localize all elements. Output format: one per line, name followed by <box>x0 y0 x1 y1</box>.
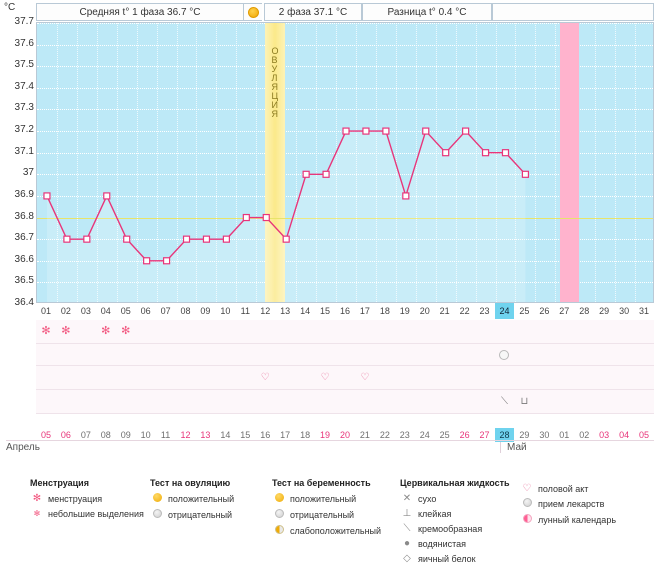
chart-day-number[interactable]: 21 <box>439 306 450 316</box>
chart-day-number[interactable]: 05 <box>120 306 131 316</box>
chart-day-number[interactable]: 25 <box>519 306 530 316</box>
calendar-day[interactable]: 19 <box>320 430 331 440</box>
menstruation-marker[interactable]: ✻ <box>121 325 131 337</box>
intercourse-row[interactable] <box>36 366 654 390</box>
header-spacer <box>492 3 654 21</box>
calendar-day[interactable]: 03 <box>599 430 610 440</box>
calendar-day[interactable]: 25 <box>439 430 450 440</box>
menstruation-marker[interactable]: ✻ <box>101 325 111 337</box>
temperature-chart <box>36 22 654 303</box>
chart-day-number[interactable]: 22 <box>459 306 470 316</box>
calendar-day[interactable]: 14 <box>220 430 231 440</box>
chart-day-number[interactable]: 13 <box>280 306 291 316</box>
watery-icon: ● <box>403 538 411 549</box>
legend-item-label: слабоположительный <box>290 526 382 536</box>
moon-icon <box>520 514 534 526</box>
y-axis-tick-label: 37.3 <box>14 102 34 114</box>
phase1-average-label: Средняя t° 1 фаза 36.7 °C <box>36 3 244 21</box>
legend-item-label: небольшие выделения <box>48 508 144 519</box>
chart-day-number[interactable]: 08 <box>180 306 191 316</box>
legend-column-title: Тест на беременность <box>272 478 371 488</box>
calendar-day[interactable]: 11 <box>160 430 171 440</box>
chart-day-number[interactable]: 06 <box>140 306 151 316</box>
cervical-fluid-marker[interactable]: ⟍ <box>500 396 508 407</box>
dry-icon: ✕ <box>402 493 412 504</box>
legend-item-label: отрицательный <box>168 510 233 520</box>
y-axis-tick-label: 37.7 <box>14 16 34 27</box>
intercourse-marker[interactable]: ♡ <box>320 372 330 383</box>
chart-day-number[interactable]: 29 <box>599 306 610 316</box>
month-label-right: Май <box>500 442 527 453</box>
chart-day-number[interactable]: 12 <box>260 306 271 316</box>
chart-day-number[interactable]: 23 <box>479 306 490 316</box>
calendar-day[interactable]: 24 <box>419 430 430 440</box>
cervical-fluid-marker[interactable]: ⊔ <box>520 396 529 407</box>
legend-column <box>150 478 272 568</box>
legend <box>30 478 645 568</box>
chart-day-number[interactable]: 03 <box>80 306 91 316</box>
legend-item-label: прием лекарств <box>538 499 605 509</box>
legend-item-label: кремообразная <box>418 523 483 534</box>
chart-day-number[interactable]: 20 <box>419 306 430 316</box>
legend-item-label: положительный <box>168 494 235 504</box>
dot-yellow-icon <box>150 493 164 505</box>
calendar-day[interactable]: 23 <box>399 430 410 440</box>
month-label-left: Апрель <box>6 442 40 453</box>
chart-header-bar <box>36 3 654 21</box>
calendar-day[interactable]: 18 <box>300 430 311 440</box>
calendar-day[interactable]: 09 <box>120 430 131 440</box>
sticky-icon: ⊥ <box>402 508 412 519</box>
legend-item <box>520 498 640 510</box>
y-axis-tick-label: 36.9 <box>14 188 34 200</box>
legend-column-title: Тест на овуляцию <box>150 478 231 488</box>
y-axis-tick-label: 36.6 <box>14 253 34 265</box>
chart-day-number[interactable]: 30 <box>619 306 630 316</box>
legend-item <box>520 514 640 526</box>
calendar-day[interactable]: 10 <box>140 430 151 440</box>
chart-day-number[interactable]: 26 <box>539 306 550 316</box>
drop-small-icon: ✻ <box>33 509 41 518</box>
y-axis-tick-label: 37.5 <box>14 59 34 71</box>
calendar-day[interactable]: 15 <box>240 430 251 440</box>
calendar-day[interactable]: 08 <box>100 430 111 440</box>
calendar-day[interactable]: 16 <box>260 430 271 440</box>
legend-item-label: яичный белок <box>418 553 476 564</box>
calendar-day[interactable]: 29 <box>519 430 530 440</box>
legend-item <box>400 493 520 504</box>
calendar-day[interactable]: 30 <box>539 430 550 440</box>
legend-item <box>150 493 272 505</box>
y-axis-tick-label: 37.2 <box>14 124 34 136</box>
legend-column-title: Цервикальная жидкость <box>400 478 510 488</box>
chart-day-number[interactable]: 19 <box>399 306 410 316</box>
legend-item-label: положительный <box>290 494 357 504</box>
drop-strong-icon: ✻ <box>32 493 42 504</box>
calendar-day[interactable]: 17 <box>280 430 291 440</box>
legend-item-label: лунный календарь <box>538 515 617 525</box>
legend-item <box>150 509 272 521</box>
y-axis-tick-label: 36.8 <box>14 210 34 222</box>
ovulation-marker-cell <box>244 3 262 21</box>
dot-yellow-icon <box>272 493 286 505</box>
calendar-day[interactable]: 07 <box>80 430 91 440</box>
legend-item-label: клейкая <box>418 508 452 519</box>
dot-grey-icon <box>150 509 164 521</box>
legend-item-label: сухо <box>418 493 437 504</box>
legend-column <box>272 478 400 568</box>
chart-day-number[interactable]: 15 <box>320 306 331 316</box>
legend-item <box>400 538 520 549</box>
y-axis-tick-label: 36.7 <box>14 232 34 244</box>
calendar-day[interactable]: 06 <box>60 430 71 440</box>
calendar-day[interactable]: 04 <box>619 430 630 440</box>
chart-day-number[interactable]: 01 <box>40 306 51 316</box>
calendar-day[interactable]: 02 <box>579 430 590 440</box>
calendar-day[interactable]: 27 <box>479 430 490 440</box>
calendar-day[interactable]: 26 <box>459 430 470 440</box>
chart-day-numbers <box>36 303 654 319</box>
legend-item <box>272 525 400 537</box>
calendar-day[interactable]: 28 <box>495 428 514 442</box>
month-bar <box>6 440 654 456</box>
legend-item-label: отрицательный <box>290 510 355 520</box>
calendar-day[interactable]: 05 <box>639 430 650 440</box>
ovulation-dot-icon <box>248 7 259 18</box>
medication-row[interactable] <box>36 344 654 366</box>
y-axis-tick-label: 36.5 <box>14 275 34 287</box>
legend-item <box>272 493 400 505</box>
calendar-day[interactable]: 01 <box>559 430 570 440</box>
medication-marker[interactable] <box>495 350 514 363</box>
legend-item-label: водянистая <box>418 538 467 549</box>
menstruation-marker[interactable]: ✻ <box>41 325 51 337</box>
ovulation-band-label: О В У Л Я Ц И Я <box>271 46 279 119</box>
chart-day-number[interactable]: 07 <box>160 306 171 316</box>
y-axis-tick-label: 37.6 <box>14 37 34 49</box>
chart-day-number[interactable]: 11 <box>240 306 250 316</box>
chart-day-number[interactable]: 28 <box>579 306 590 316</box>
calendar-day[interactable]: 13 <box>200 430 211 440</box>
chart-day-number[interactable]: 02 <box>60 306 71 316</box>
calendar-date-row[interactable] <box>36 414 654 440</box>
menstruation-row[interactable] <box>36 320 654 344</box>
legend-item-label: менструация <box>48 493 103 504</box>
y-axis-tick-label: 36.4 <box>14 297 34 308</box>
chart-day-number[interactable]: 10 <box>220 306 231 316</box>
legend-item <box>30 493 150 504</box>
chart-day-number[interactable]: 14 <box>300 306 311 316</box>
y-axis-tick-label: 37 <box>22 167 34 179</box>
chart-day-number[interactable]: 16 <box>339 306 350 316</box>
eggwhite-icon: ◇ <box>403 553 411 564</box>
chart-day-number[interactable]: 18 <box>379 306 390 316</box>
chart-day-number[interactable]: 31 <box>639 306 650 316</box>
dot-half-icon <box>272 525 286 537</box>
legend-column <box>400 478 520 568</box>
y-axis-tick-label: 37.4 <box>14 80 34 92</box>
cervical-fluid-row[interactable] <box>36 390 654 414</box>
calendar-day[interactable]: 12 <box>180 430 191 440</box>
heart-icon: ♡ <box>522 483 532 494</box>
intercourse-marker[interactable]: ♡ <box>360 372 370 383</box>
legend-column-title: Менструация <box>30 478 89 488</box>
dot-grey-icon <box>272 509 286 521</box>
legend-item <box>400 523 520 534</box>
creamy-icon: ⟍ <box>403 523 411 534</box>
legend-item <box>400 508 520 519</box>
y-axis-tick-label: 37.1 <box>14 145 34 157</box>
pill-icon <box>520 498 534 510</box>
calendar-day[interactable]: 20 <box>339 430 350 440</box>
phase-difference-label: Разница t° 0.4 °C <box>362 3 492 21</box>
chart-day-number[interactable]: 27 <box>559 306 570 316</box>
chart-day-number[interactable]: 09 <box>200 306 211 316</box>
calendar-day[interactable]: 22 <box>379 430 390 440</box>
legend-column <box>520 478 640 568</box>
chart-day-number[interactable]: 24 <box>495 303 514 319</box>
legend-item <box>520 483 640 494</box>
legend-item <box>30 508 150 519</box>
temperature-polyline <box>37 23 654 303</box>
legend-column <box>30 478 150 568</box>
phase2-average-label: 2 фаза 37.1 °C <box>264 3 362 21</box>
menstruation-marker[interactable]: ✻ <box>61 325 71 337</box>
legend-item-label: половой акт <box>538 483 589 494</box>
intercourse-marker[interactable]: ♡ <box>260 372 270 383</box>
chart-day-number[interactable]: 17 <box>359 306 370 316</box>
calendar-day[interactable]: 21 <box>359 430 370 440</box>
legend-item <box>400 553 520 564</box>
legend-item <box>272 509 400 521</box>
unit-label: °C <box>4 2 16 13</box>
calendar-day[interactable]: 05 <box>40 430 51 440</box>
chart-day-number[interactable]: 04 <box>100 306 111 316</box>
